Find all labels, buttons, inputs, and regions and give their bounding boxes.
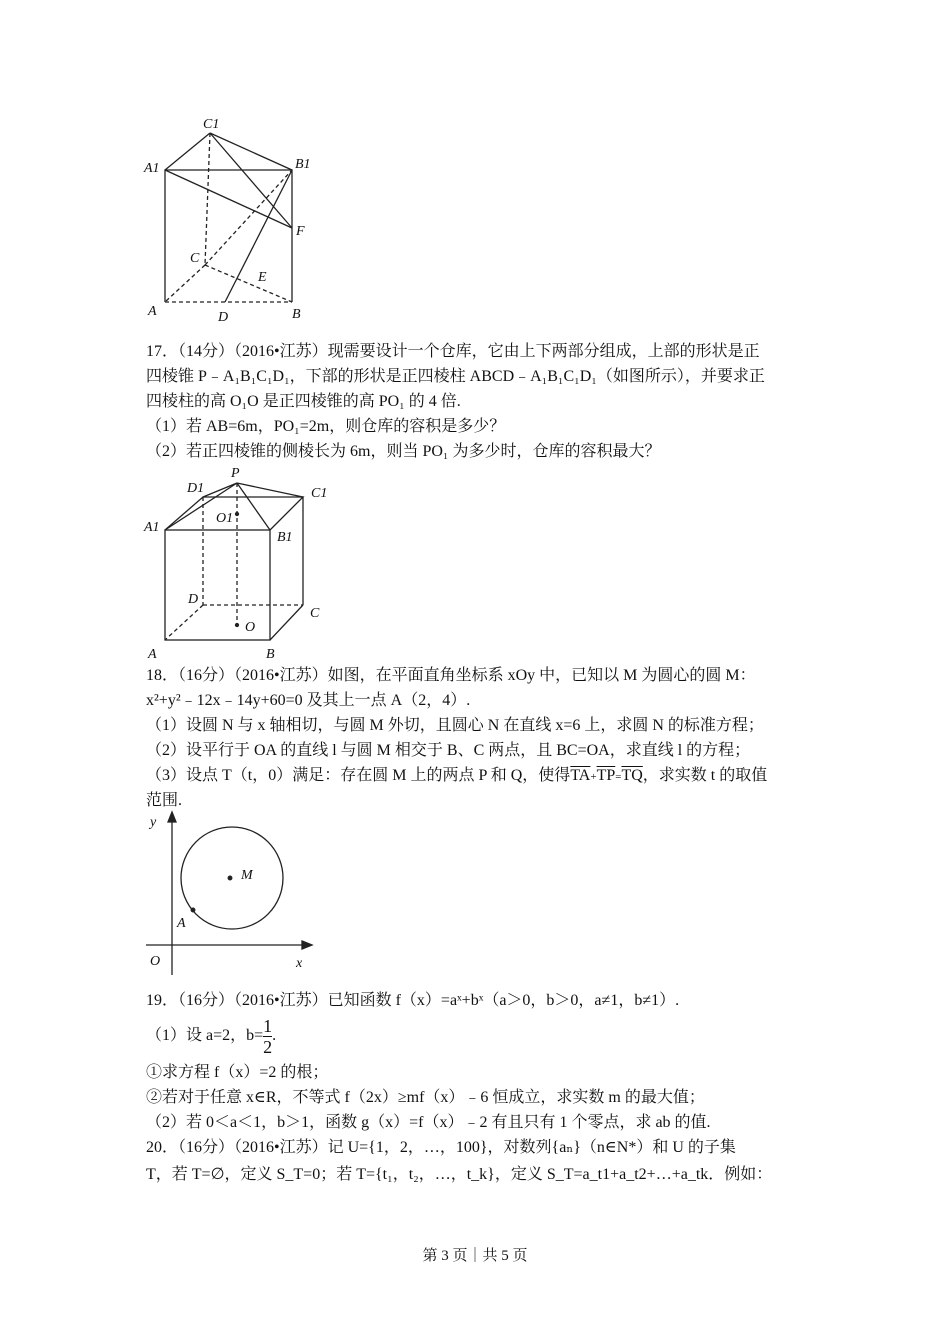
label-y: y — [150, 815, 157, 830]
label-O1: O1 — [216, 511, 234, 526]
label-C1: C1 — [203, 117, 220, 132]
label-O: O — [245, 620, 256, 635]
q17-line: 四棱柱的高 O₁O 是正四棱锥的高 PO₁ 的 4 倍. — [146, 393, 461, 410]
q18-line: 18．（16分）（2016•江苏）如图，在平面直角坐标系 xOy 中，已知以 M 为圆心的圆 M： — [146, 667, 756, 684]
q19-part2: （2）若 0＜a＜1，b＞1，函数 g（x）=f（x）﹣2 有且只有 1 个零点，求 ab 的值. — [146, 1114, 711, 1131]
plus: + — [590, 771, 597, 783]
label-x: x — [296, 956, 303, 971]
label-A1: A1 — [144, 161, 160, 176]
vector-TP: $\overline{TP}$ — [596, 767, 616, 784]
vector-TA: $\overline{TA}$ — [570, 767, 591, 784]
label-F: F — [296, 224, 305, 239]
label-A: A — [148, 647, 157, 662]
q19-line: 19．（16分）（2016•江苏）已知函数 f（x）=aˣ+bˣ（a＞0，b＞0，a≠1，b≠1）. — [146, 992, 680, 1009]
q17-part1: （1）若 AB=6m，PO₁=2m，则仓库的容积是多少？ — [146, 418, 506, 435]
text: . — [272, 1027, 277, 1044]
label-A1: A1 — [144, 520, 160, 535]
q17-part2: （2）若正四棱锥的侧棱长为 6m，则当 PO₁ 为多少时，仓库的容积最大？ — [146, 443, 661, 460]
text: （3）设点 T（t，0）满足：存在圆 M 上的两点 P 和 Q，使得 — [146, 767, 571, 784]
vector-TQ: $\overline{TQ}$ — [621, 767, 643, 784]
label-P: P — [231, 466, 240, 481]
figure-circle — [146, 812, 312, 975]
text: ，求实数 t 的取值 — [642, 767, 768, 784]
label-O: O — [150, 954, 161, 969]
q18-part3 — [146, 766, 767, 787]
label-D: D — [188, 592, 199, 607]
q18-part2: （2）设平行于 OA 的直线 l 与圆 M 相交于 B、C 两点，且 BC=OA，求直线 l 的方程； — [146, 742, 751, 759]
label-B: B — [292, 307, 301, 322]
q19-sub2: ②若对于任意 x∈R，不等式 f（2x）≥mf（x）﹣6 恒成立，求实数 m 的最大值； — [146, 1089, 705, 1106]
text: （1）设 a=2，b= — [146, 1027, 264, 1044]
label-C: C — [190, 251, 200, 266]
q18-equation: x²+y²﹣12x﹣14y+60=0 及其上一点 A（2，4）. — [146, 692, 471, 709]
label-A: A — [177, 916, 186, 931]
q18-line: 范围. — [146, 792, 183, 809]
label-B1: B1 — [277, 530, 293, 545]
page-footer: 第 3 页｜共 5 页 — [422, 1248, 528, 1264]
figure-warehouse — [165, 483, 303, 640]
q17-line: 四棱锥 P﹣A₁B₁C₁D₁，下部的形状是正四棱柱 ABCD﹣A₁B₁C₁D₁（如图所示），并要求正 — [146, 368, 765, 385]
figure-prism-triangular — [165, 133, 292, 302]
fraction-one-half — [263, 1016, 272, 1057]
q18-part1: （1）设圆 N 与 x 轴相切，与圆 M 外切，且圆心 N 在直线 x=6 上，求圆 N 的标准方程； — [146, 717, 764, 734]
label-E: E — [258, 270, 267, 285]
q20-line: 20．（16分）（2016•江苏）记 U={1，2，…，100}，对数列{aₙ}（n∈N*）和 U 的子集 — [146, 1139, 736, 1156]
label-A: A — [148, 304, 157, 319]
label-D1: D1 — [187, 481, 205, 496]
numerator: 1 — [263, 1015, 273, 1036]
label-B: B — [266, 647, 275, 662]
label-B1: B1 — [295, 157, 311, 172]
label-C: C — [310, 606, 320, 621]
q19-sub1: ①求方程 f（x）=2 的根； — [146, 1064, 329, 1081]
q20-line: T，若 T=∅，定义 S_T=0；若 T={t₁，t₂，…，t_k}，定义 S_T=a_t1+a_t2+…+a_tk．例如： — [146, 1166, 773, 1183]
figure-2-labels — [143, 466, 327, 662]
figure-3-labels — [148, 815, 303, 971]
q19-part1 — [146, 1014, 276, 1058]
denominator: 2 — [263, 1036, 273, 1057]
label-D: D — [218, 310, 229, 325]
equals: = — [615, 771, 622, 783]
q17-line: 17．（14分）（2016•江苏）现需要设计一个仓库，它由上下两部分组成，上部的形状是正 — [146, 343, 760, 360]
label-C1: C1 — [311, 486, 328, 501]
label-M: M — [241, 868, 253, 883]
